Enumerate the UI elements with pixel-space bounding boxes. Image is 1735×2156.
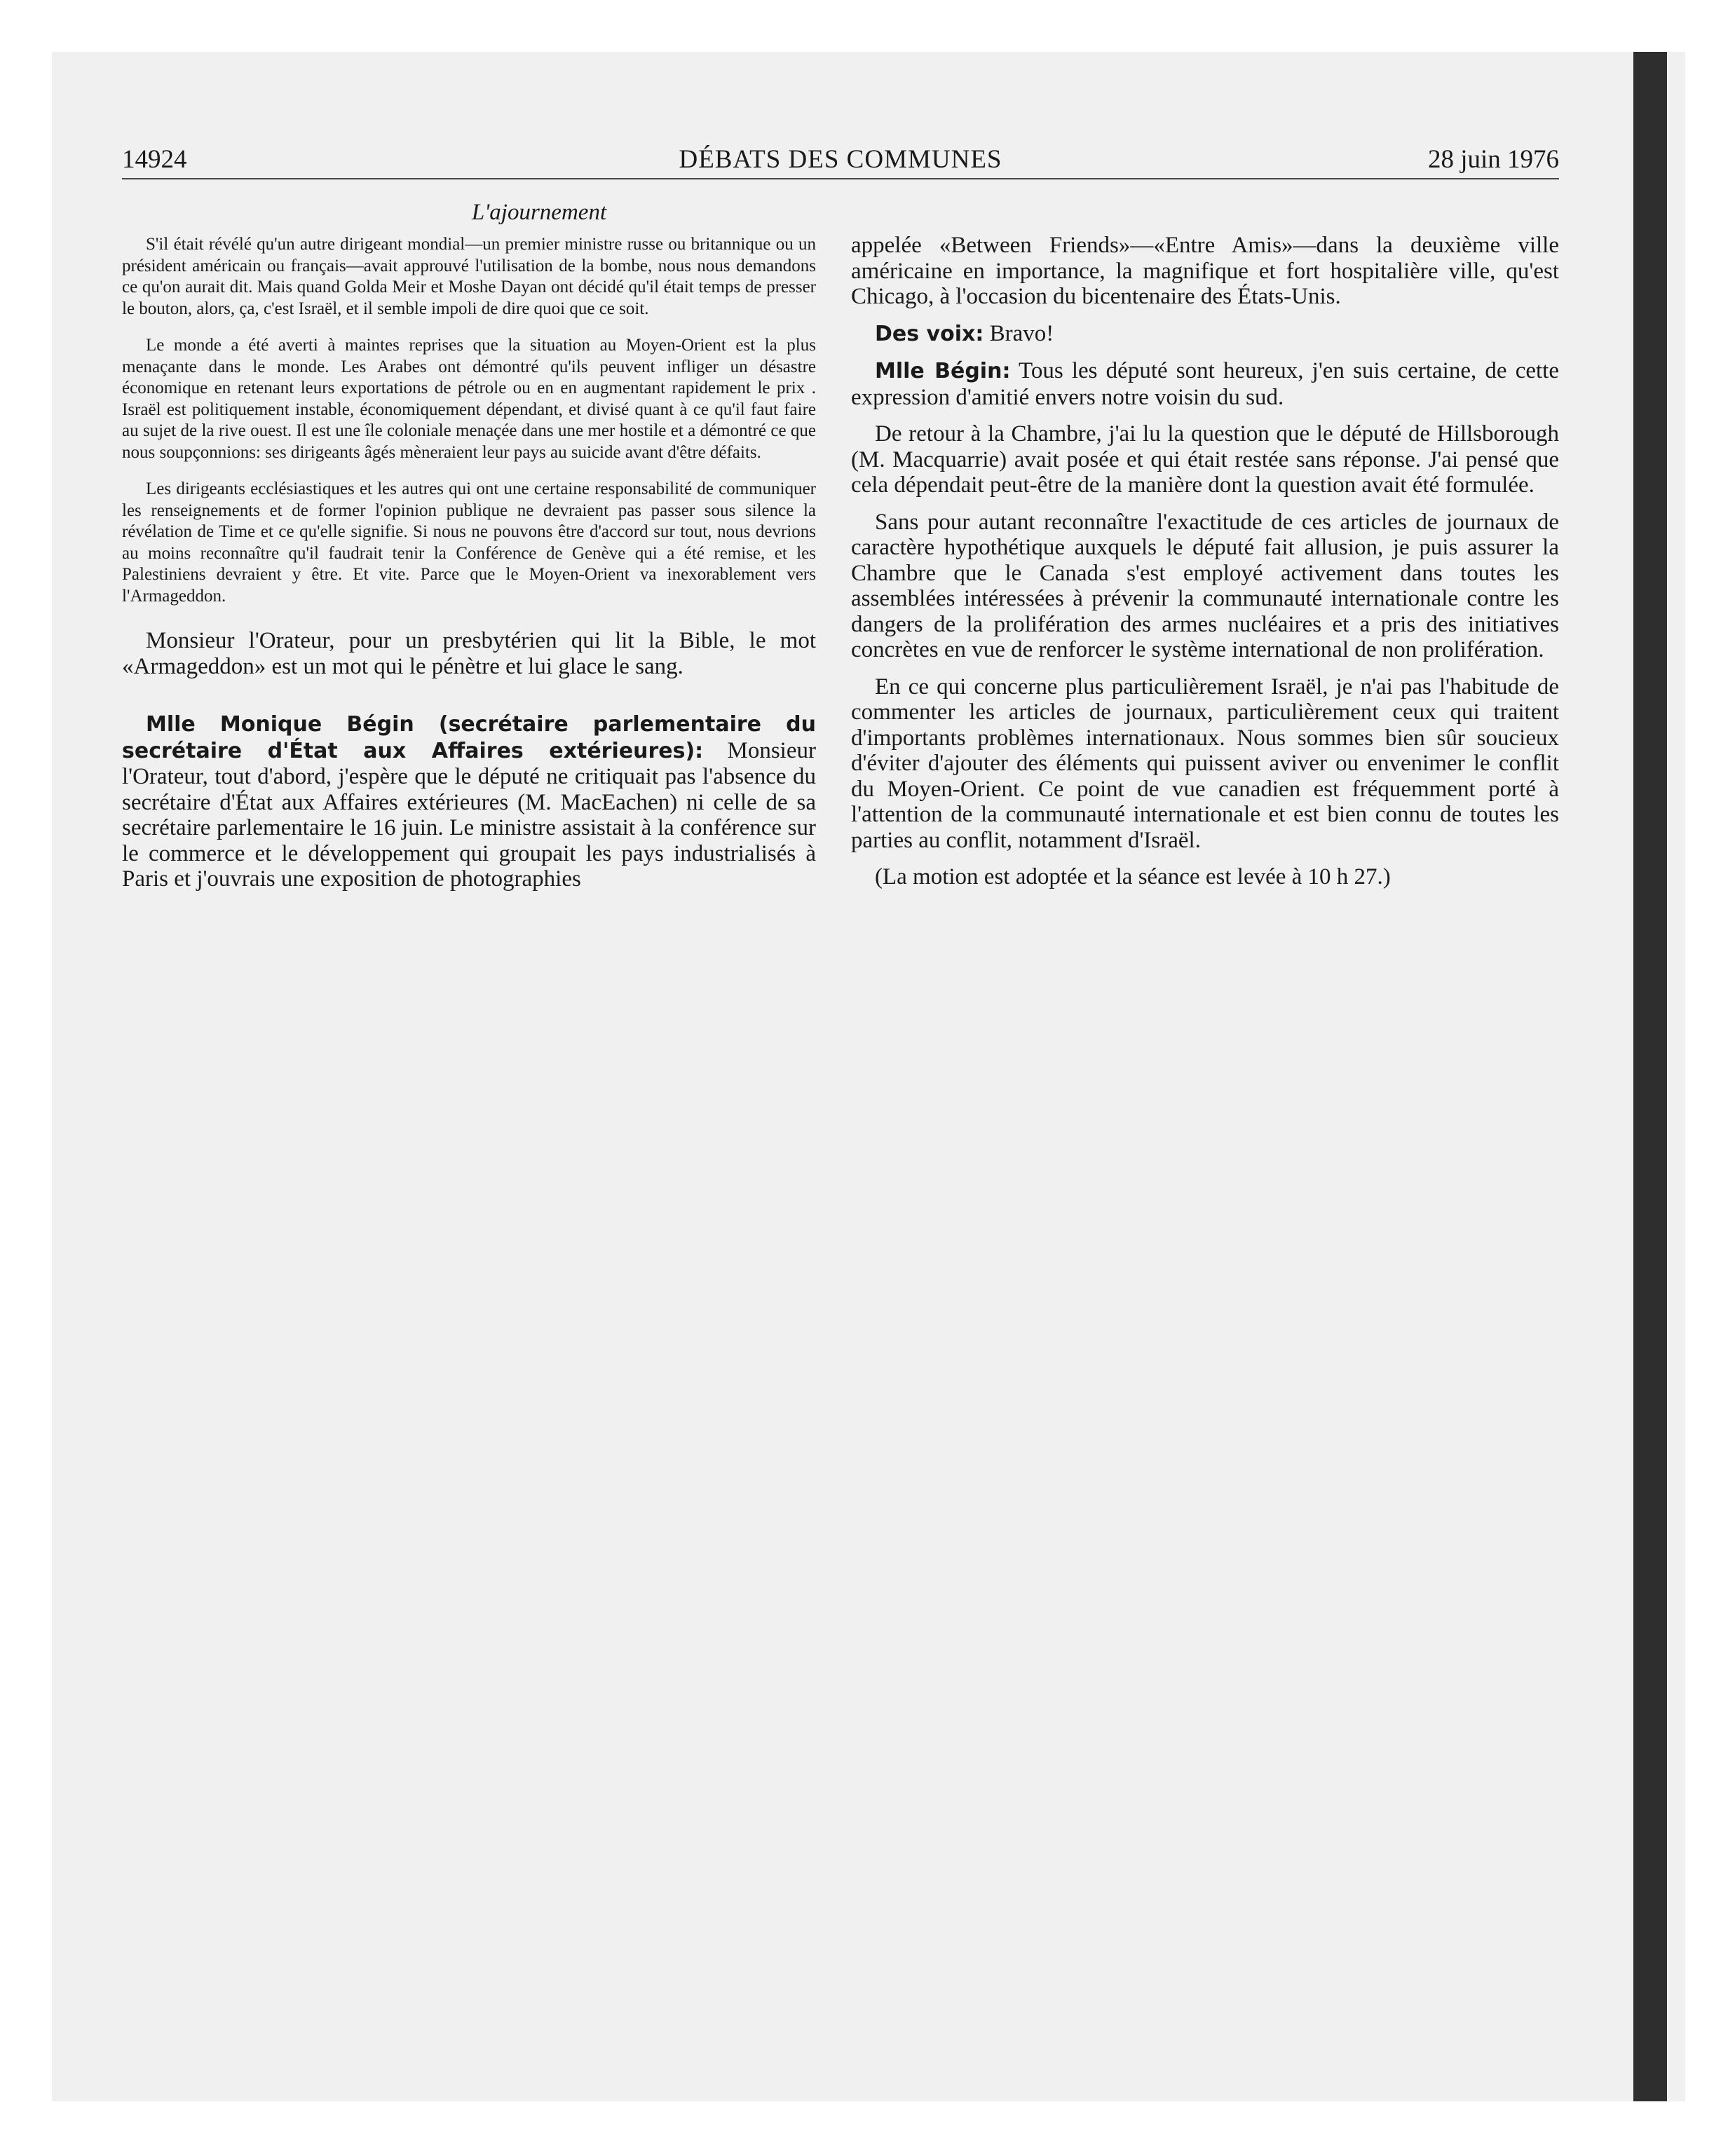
document-page [52,52,1629,2085]
speech-paragraph [851,358,1559,410]
page-number: 14924 [122,145,187,174]
speech-body: Bravo! [989,320,1054,346]
scan-edge-shadow [1633,52,1667,2101]
speech-paragraph: appelée «Between Friends»—«Entre Amis»—dans la deuxième ville américaine en importance, la magnifique et fort hospitalière ville, qu'est Chicago, à l'occasion du bicentenaire des États-Unis. [851,233,1559,309]
speech-paragraph [122,711,816,892]
quote-paragraph: Le monde a été averti à maintes reprises que la situation au Moyen-Orient est la plus menaçante dans le monde. Les Arabes ont démontré qu'ils peuvent infliger un désastre économique en retenant leurs exportations de pétrole ou en en augmentant rapidement le prix . Israël est politiquement instable, économiquement dépendant, et divisé quant à ce qu'il faut faire au sujet de la rive ouest. Il est une île coloniale menaçée dans une mer hostile et a démontré ce que nous soupçonnions: ses dirigeants âgés mèneraient leur pays au suicide avant d'être défaits. [122,336,816,462]
quote-paragraph: Les dirigeants ecclésiastiques et les autres qui ont une certaine responsabilité de communiquer les renseignements et de former l'opinion publique ne devraient pas passer sous silence la révélation de Time et ce qu'elle signifie. Si nous ne pouvons être d'accord sur tout, nous devrions au moins reconnaître qu'il faudrait tenir la Conférence de Genève qui a été remise, et les Palestiniens devraient y être. Et vite. Parce que le Moyen-Orient va inexorablement vers l'Armageddon. [122,479,816,606]
speech-paragraph: En ce qui concerne plus particulièrement Israël, je n'ai pas l'habitude de commenter les articles de journaux, particulièrement ceux qui traitent d'importants problèmes internationaux. Nous sommes bien sûr soucieux d'éviter d'ajouter des éléments qui puissent aviver ou envenimer le conflit du Moyen-Orient. Ce point de vue canadien est fréquemment porté à l'attention de la communauté internationale et est bien connu de toutes les parties au conflit, notamment d'Israël. [851,674,1559,853]
closing-note: (La motion est adoptée et la séance est levée à 10 h 27.) [875,864,1391,889]
speech-paragraph: Sans pour autant reconnaître l'exactitude de ces articles de journaux de caractère hypothétique auxquels le député fait allusion, je puis assurer la Chambre que le Canada s'est employé activement dans toutes les assemblées intéressées à prévenir la communauté internationale contre les dangers de la prolifération des armes nucléaires et a pris des initiatives concrètes en vue de renforcer le système international de non prolifération. [851,509,1559,662]
speech-text [122,628,816,892]
page-date: 28 juin 1976 [1427,145,1559,174]
speaker-name: Mlle Bégin: [875,359,1011,383]
speech-paragraph: Monsieur l'Orateur, pour un presbytérien qui lit la Bible, le mot «Armageddon» est un mot qui le pénètre et lui glace le sang. [122,628,816,679]
speaker-name: Mlle Monique Bégin (secrétaire parlementaire du secrétaire d'État aux Affaires extérieures): [122,712,816,763]
speaker-name: Des voix: [875,321,984,346]
speech-paragraph: De retour à la Chambre, j'ai lu la question que le député de Hillsborough (M. Macquarrie) avait posée et qui était restée sans réponse. J'ai pensé que cela dépendait peut-être de la manière dont la question avait été formulée. [851,421,1559,498]
quote-paragraph: S'il était révélé qu'un autre dirigeant mondial—un premier ministre russe ou britannique ou un président américain ou français—avait approuvé l'utilisation de la bombe, nous nous demandons ce qu'on aurait dit. Mais quand Golda Meir et Moshe Dayan ont décidé qu'il était temps de presser le bouton, alors, ça, c'est Israël, et il semble impoli de dire quoi que ce soit. [122,235,816,318]
speech-paragraph [851,321,1559,348]
speech-body: Tous les député sont heureux, j'en suis certaine, de cette expression d'amitié envers notre voisin du sud. [851,358,1559,410]
speech-body: Monsieur l'Orateur, tout d'abord, j'espère que le député ne critiquait pas l'absence du secrétaire d'État aux Affaires extérieures (M. MacEachen) ni celle de sa secrétaire parlementaire le 16 juin. Le ministre assistait à la conférence sur le commerce et le développement qui groupait les pays industrialisés à Paris et j'ouvrais une exposition de photographies [122,737,816,892]
page-header [122,143,1559,179]
left-column [122,198,816,903]
right-column [851,233,1559,901]
section-title: L'ajournement [471,200,607,225]
publication-title: DÉBATS DES COMMUNES [679,145,1002,174]
quoted-article [122,234,816,607]
